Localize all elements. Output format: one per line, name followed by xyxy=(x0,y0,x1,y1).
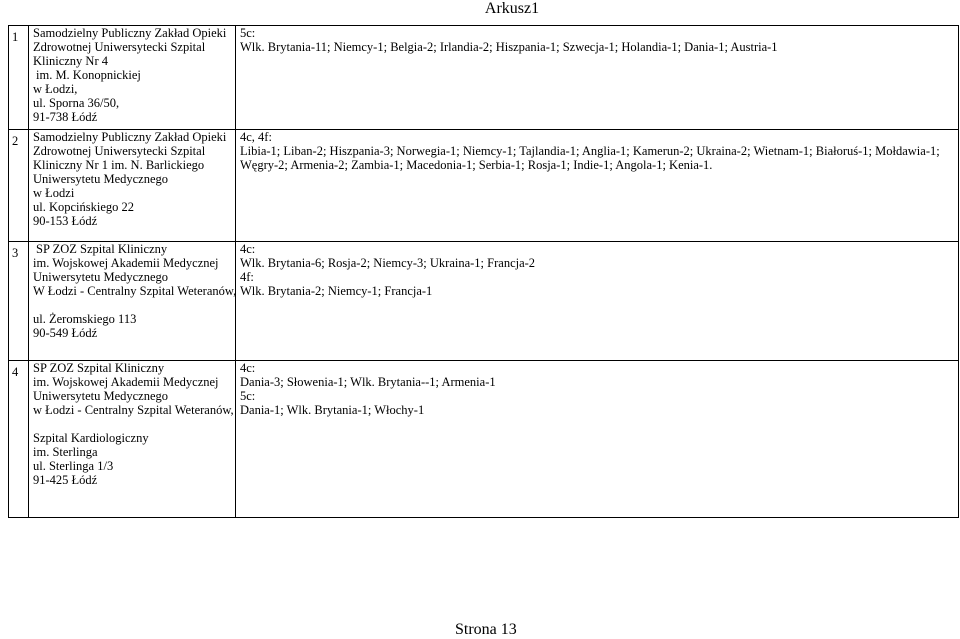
category-label: 5c: xyxy=(240,26,256,40)
address-line: 91-425 Łódź xyxy=(33,472,98,487)
country-list: Wlk. Brytania-6; Rosja-2; Niemcy-3; Ukraina-1; Francja-2 xyxy=(240,256,536,271)
address-line: 90-153 Łódź xyxy=(33,214,98,229)
address-line xyxy=(33,298,235,312)
address-line: ul. Żeromskiego 113 xyxy=(33,312,137,327)
address-line: 90-549 Łódź xyxy=(33,326,98,341)
address-line: SP ZOZ Szpital Kliniczny xyxy=(33,360,165,375)
address-line: Kliniczny Nr 1 im. N. Barlickiego xyxy=(33,158,205,173)
country-list: Libia-1; Liban-2; Hiszpania-3; Norwegia-1; Niemcy-1; Tajlandia-1; Anglia-1; Kamerun-2; Ukraina-2; Wietnam-1; Białoruś-1; Mołdawia-1; Węgry-2; Armenia-2; Zambia-1; Macedonia-1; Serbia-1; Rosja-1; Indie-1; Angola-1; Kenia-1. xyxy=(240,144,940,173)
sheet-title: Arkusz1 xyxy=(484,0,540,17)
address-line: Samodzielny Publiczny Zakład Opieki xyxy=(33,26,227,40)
address-line: w Łodzi - Centralny Szpital Weteranów, xyxy=(33,402,234,417)
address-line: SP ZOZ Szpital Kliniczny xyxy=(36,242,168,257)
page-number: Strona 13 xyxy=(455,621,517,638)
country-list: Dania-1; Wlk. Brytania-1; Włochy-1 xyxy=(240,402,425,417)
category-label: 5c: xyxy=(240,388,256,403)
facility-address xyxy=(29,242,236,360)
country-list: Wlk. Brytania-2; Niemcy-1; Francja-1 xyxy=(240,284,433,299)
facility-address xyxy=(29,360,236,517)
table-row xyxy=(9,242,959,360)
address-line: Kliniczny Nr 4 xyxy=(33,54,108,68)
address-line: Uniwersytetu Medycznego xyxy=(33,172,169,187)
address-line: Zdrowotnej Uniwersytecki Szpital xyxy=(33,144,206,159)
category-label: 4c: xyxy=(240,242,256,257)
address-line: im. M. Konopnickiej xyxy=(36,68,141,82)
address-line: Zdrowotnej Uniwersytecki Szpital xyxy=(33,40,206,54)
address-line: w Łodzi, xyxy=(33,82,78,96)
address-line: Uniwersytetu Medycznego xyxy=(33,270,169,285)
address-line: ul. Sterlinga 1/3 xyxy=(33,458,114,473)
country-list: Wlk. Brytania-11; Niemcy-1; Belgia-2; Irlandia-2; Hiszpania-1; Szwecja-1; Holandia-1; Dania-1; Austria-1 xyxy=(240,40,778,54)
country-list: Dania-3; Słowenia-1; Wlk. Brytania--1; Armenia-1 xyxy=(240,374,496,389)
row-number: 4 xyxy=(9,360,29,517)
table-row xyxy=(9,130,959,242)
country-stats xyxy=(236,130,959,242)
address-line: im. Sterlinga xyxy=(33,444,98,459)
row-number: 3 xyxy=(9,242,29,360)
address-line: Uniwersytetu Medycznego xyxy=(33,388,169,403)
address-line: ul. Sporna 36/50, xyxy=(33,96,120,110)
address-line: im. Wojskowej Akademii Medycznej xyxy=(33,256,219,271)
address-line: w Łodzi xyxy=(33,186,75,201)
category-label: 4c: xyxy=(240,360,256,375)
table-row xyxy=(9,360,959,517)
address-line: W Łodzi - Centralny Szpital Weteranów, xyxy=(33,284,237,299)
category-label: 4c, 4f: xyxy=(240,130,272,145)
address-line: ul. Kopcińskiego 22 xyxy=(33,200,135,215)
category-label: 4f: xyxy=(240,270,254,285)
country-stats xyxy=(236,360,959,517)
address-line: im. Wojskowej Akademii Medycznej xyxy=(33,374,219,389)
address-line: Szpital Kardiologiczny xyxy=(33,430,149,445)
facility-address xyxy=(29,130,236,242)
row-number: 2 xyxy=(9,130,29,242)
table-row xyxy=(9,26,959,130)
country-stats xyxy=(236,242,959,360)
address-line: 91-738 Łódź xyxy=(33,110,98,124)
row-number: 1 xyxy=(9,26,29,130)
address-line: Samodzielny Publiczny Zakład Opieki xyxy=(33,130,227,145)
address-line xyxy=(33,417,235,431)
facility-address xyxy=(29,26,236,130)
country-stats xyxy=(236,26,959,130)
data-table xyxy=(8,25,959,518)
